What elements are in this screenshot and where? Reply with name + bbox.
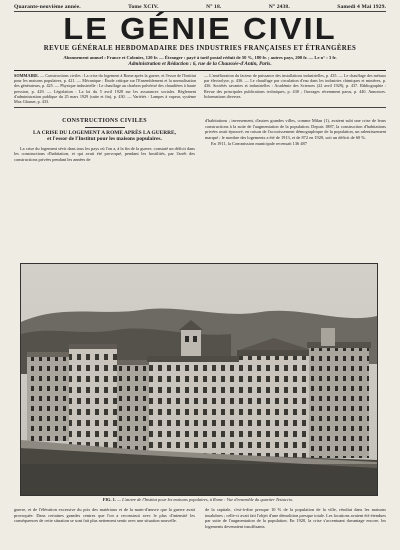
summary-column-1 bbox=[14, 73, 196, 104]
issue-number: N° 18. bbox=[206, 4, 222, 10]
article-title-line-1: LA CRISE DU LOGEMENT A ROME APRÈS LA GUERRE, bbox=[33, 129, 176, 136]
issue-year: Quarante-neuvième année. bbox=[14, 4, 81, 10]
figure-photograph bbox=[20, 263, 378, 496]
summary-column-2 bbox=[204, 73, 386, 104]
table-of-contents bbox=[14, 73, 386, 108]
summary-text-1: — Constructions civiles : La crise du logement à Rome après la guerre, et l'essor de l'Institut pour les maisons populaires, p. 421. — Mécanique : Étude critique sur l'Ensemblement et la normalisation des générateurs, p. 425. — Physique industrielle : Le chauffage au charbon pulvérisé des chaudières à haute pression, p. 429. — Législation : La loi du 5 avril 1928 sur les assurances sociales. Règlement d'administration publique du 25 mars 1929 (suite et fin), p. 430. — Variétés : Lampes à vapeur, système Max Glauser, p. 433. bbox=[14, 73, 196, 105]
summary-label: SOMMAIRE. bbox=[14, 73, 40, 78]
figure-caption-text: — L'œuvre de l'Institut pour les maisons populaires, à Rome : Vue d'ensemble du quartier Testaccio. bbox=[117, 497, 294, 502]
divider bbox=[85, 127, 125, 128]
article-paragraph-2: d'habitations ; inversement, d'autres grandes villes, comme Milan (1), avaient subi une crise de leurs constructions à la suite de l'augmentation de la population. Depuis 1887, la construction d'habitations privées avait éprouvé, en raison de l'accroissement démographique de la population, un ralentissement marqué ; le nombre des logements a été de 1913, et de 872 en 1920, soit un déficit de 60 %. bbox=[205, 118, 386, 140]
issue-tome: Tome XCIV. bbox=[128, 4, 159, 10]
article-top bbox=[14, 112, 386, 162]
continuation-column-1: guerre, et de l'élévation excessive du prix des matériaux et de la main-d'œuvre que la guerre avait provoquée. Dans certaines grandes centres que l'on a reconstruit avec le plus d'intensité les conséquences de cette situation se sont fait plus nettement sentir avec une situation nouvelle. bbox=[14, 507, 195, 524]
masthead-title: LE GÉNIE CIVIL bbox=[63, 11, 337, 46]
article-paragraph-1: La crise du logement sévit dans tous les pays où l'on a, à la fin de la guerre, constaté un déficit dans les constructions d'habitation, et qui avait été provoqué, pendant les hostilités, par l'arrêt des constructions privées pendant les années de bbox=[14, 145, 195, 162]
issue-date: Samedi 4 Mai 1929. bbox=[337, 4, 386, 10]
administration-info: Administration et Rédaction : 6, rue de la Chaussée-d'Antin, Paris. bbox=[14, 61, 386, 71]
section-heading: CONSTRUCTIONS CIVILES bbox=[62, 118, 147, 125]
summary-text-2: — L'amélioration du facteur de puissance des installations industrielles, p. 435. — Le chauffage des métaux par électrolyse, p. 436. — Le chauffage par circulation d'eau dans les industries chimiques et minières, p. 436. Sociétés savantes et industrielles : Académie des Sciences (22 avril 1929), p. 437. Bibliographie : Revue des principales publications techniques, p. 438 ; Ouvrages récemment parus, p. 440. Annonces. Informations diverses. bbox=[204, 73, 386, 99]
article-title bbox=[14, 130, 195, 143]
issue-global-number: N° 2438. bbox=[268, 4, 290, 10]
article-title-line-2: et l'essor de l'Institut pour les maisons populaires. bbox=[47, 136, 162, 143]
article-paragraph-3: En 1911, la Commission municipale recensait 136 487 bbox=[211, 140, 307, 146]
building-photo-illustration bbox=[21, 264, 377, 495]
figure-label: FIG. 1. bbox=[102, 497, 116, 502]
figure-caption bbox=[20, 497, 376, 502]
article-column-2 bbox=[205, 112, 386, 162]
masthead-subtitle: REVUE GÉNÉRALE HEBDOMADAIRE DES INDUSTRIES FRANÇAISES ET ÉTRANGÈRES bbox=[43, 45, 357, 52]
continuation-column-2: de la capitale, c'est-à-dire presque 10 % de la population de la ville, résultat dans les maisons insalubres ; celle-ci avait fait l'objet d'une démolition presque totale. Les locations avaient été étendues par suite de l'augmentation de la population. En 1920, la crise s'accentuant davantage encore, les logements devenaient insuffisants. bbox=[205, 507, 386, 529]
subscription-info: Abonnement annuel : France et Colonies, 120 fr. — Étranger : payé à tarif postal réduit de 50 %, 180 fr. ; autres pays, 200 fr. — Le n° : 3 fr. bbox=[63, 55, 337, 60]
article-continuation bbox=[14, 507, 386, 529]
article-column-1 bbox=[14, 112, 195, 162]
